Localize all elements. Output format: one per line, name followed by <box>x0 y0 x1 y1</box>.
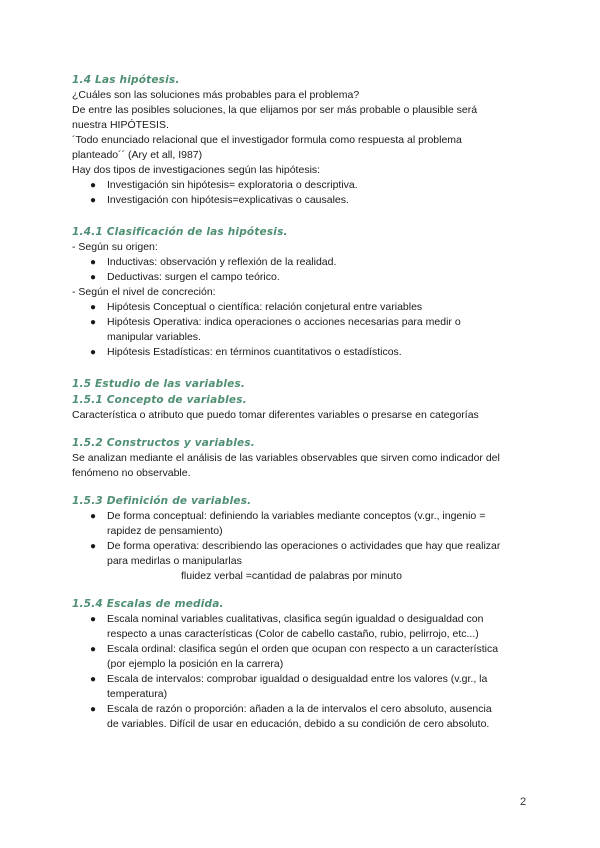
list-item-continuation: para medirlas o manipularlas <box>107 555 242 567</box>
list-item: ● Investigación con hipótesis=explicativas o causales. <box>90 194 349 206</box>
paragraph: - Según su origen: <box>72 241 158 253</box>
bullet-icon: ● <box>90 704 97 715</box>
paragraph: Se analizan mediante el análisis de las variables observables que sirven como indicador del <box>72 452 500 464</box>
list-item: ● Hipótesis Conceptual o científica: relación conjetural entre variables <box>90 301 423 313</box>
bullet-icon: ● <box>90 511 97 522</box>
list-item-continuation: de variables. Difícil de usar en educación, debido a su condición de cero absoluto. <box>107 718 490 730</box>
bullet-list <box>72 509 532 569</box>
bullet-icon: ● <box>90 195 97 206</box>
paragraph: ¿Cuáles son las soluciones más probables para el problema? <box>72 89 360 101</box>
list-item-continuation: temperatura) <box>107 688 168 700</box>
list-item: ● Hipótesis Operativa: indica operaciones o acciones necesarias para medir o <box>90 316 461 328</box>
list-item-continuation: respecto a unas características (Color de cabello castaño, rubio, pelirrojo, etc...) <box>107 628 479 640</box>
heading-1-5-4: 1.5.4 Escalas de medida. <box>72 598 224 610</box>
paragraph: De entre las posibles soluciones, la que elijamos por ser más probable o plausible será <box>72 104 478 116</box>
heading-1-5-1: 1.5.1 Concepto de variables. <box>72 394 247 406</box>
heading-1-5-2: 1.5.2 Constructos y variables. <box>72 437 255 449</box>
bullet-icon: ● <box>90 614 97 625</box>
heading-1-5: 1.5 Estudio de las variables. <box>72 378 246 390</box>
bullet-list <box>72 612 532 732</box>
paragraph: Característica o atributo que puedo tomar diferentes variables o presarse en categorías <box>72 409 479 421</box>
paragraph: nuestra HIPÓTESIS. <box>72 119 169 131</box>
example-line: fluidez verbal =cantidad de palabras por minuto <box>181 570 402 582</box>
bullet-icon: ● <box>90 674 97 685</box>
heading-1-4: 1.4 Las hipótesis. <box>72 74 180 86</box>
bullet-list <box>72 300 532 360</box>
paragraph: - Según el nivel de concreción: <box>72 286 216 298</box>
list-item: ● Escala ordinal: clasifica según el orden que ocupan con respecto a un característica <box>90 643 499 655</box>
bullet-icon: ● <box>90 272 97 283</box>
list-item: ● De forma operativa: describiendo las operaciones o actividades que hay que realizar <box>90 540 501 552</box>
paragraph: ´Todo enunciado relacional que el investigador formula como respuesta al problema <box>72 134 462 146</box>
list-item-continuation: rapidez de pensamiento) <box>107 525 223 537</box>
list-item: ● Escala de intervalos: comprobar igualdad o desigualdad entre los valores (v.gr., la <box>90 673 488 685</box>
paragraph: fenómeno no observable. <box>72 467 191 479</box>
bullet-icon: ● <box>90 347 97 358</box>
paragraph: Hay dos tipos de investigaciones según las hipótesis: <box>72 164 321 176</box>
page-number: 2 <box>520 796 527 808</box>
list-item: ● De forma conceptual: definiendo la variables mediante conceptos (v.gr., ingenio = <box>90 510 486 522</box>
bullet-icon: ● <box>90 180 97 191</box>
bullet-icon: ● <box>90 317 97 328</box>
heading-1-5-3: 1.5.3 Definición de variables. <box>72 495 252 507</box>
paragraph: planteado´´ (Ary et all, I987) <box>72 149 203 161</box>
bullet-icon: ● <box>90 644 97 655</box>
list-item: ● Deductivas: surgen el campo teórico. <box>90 271 280 283</box>
bullet-list <box>72 178 532 208</box>
list-item: ● Escala de razón o proporción: añaden a la de intervalos el cero absoluto, ausencia <box>90 703 492 715</box>
bullet-icon: ● <box>90 302 97 313</box>
list-item: ● Investigación sin hipótesis= exploratoria o descriptiva. <box>90 179 358 191</box>
bullet-icon: ● <box>90 257 97 268</box>
list-item: ● Escala nominal variables cualitativas, clasifica según igualdad o desigualdad con <box>90 613 484 625</box>
bullet-list <box>72 255 532 285</box>
bullet-icon: ● <box>90 541 97 552</box>
list-item: ● Inductivas: observación y reflexión de la realidad. <box>90 256 337 268</box>
document-page <box>72 72 532 732</box>
list-item: ● Hipótesis Estadísticas: en términos cuantitativos o estadísticos. <box>90 346 402 358</box>
list-item-continuation: manipular variables. <box>107 331 201 343</box>
list-item-continuation: (por ejemplo la posición en la carrera) <box>107 658 284 670</box>
heading-1-4-1: 1.4.1 Clasificación de las hipótesis. <box>72 226 288 238</box>
